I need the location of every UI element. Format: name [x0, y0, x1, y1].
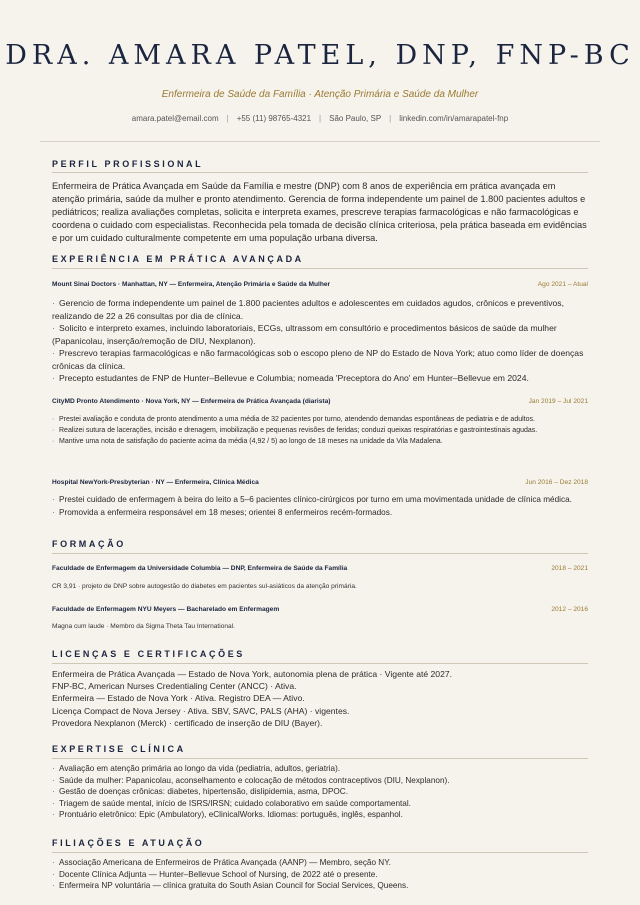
affiliations-list [52, 857, 588, 892]
list-item: · Prontuário eletrônico: Epic (Ambulatory), eClinicalWorks. Idiomas: português, inglês, espanhol. [52, 810, 403, 820]
section-divider [52, 268, 588, 269]
education-heading [52, 565, 588, 577]
section-title-education: FORMAÇÃO [52, 539, 126, 549]
job-bullets [52, 414, 588, 447]
section-divider [52, 553, 588, 554]
job-date: Ago 2021 – Atual [537, 281, 588, 288]
job-title: CityMD Pronto Atendimento · Nova York, NY — Enfermeira de Prática Avançada (diarista) [52, 398, 331, 405]
candidate-subtitle: Enfermeira de Saúde da Família · Atenção Primária e Saúde da Mulher [161, 89, 479, 100]
section-title-licenses: LICENÇAS E CERTIFICAÇÕES [52, 649, 245, 659]
list-item: · Avaliação em atenção primária ao longo da vida (pediatria, adultos, geriatria). [52, 764, 341, 773]
education-date: 2018 – 2021 [551, 565, 588, 572]
list-item: · Enfermeira NP voluntária — clínica gratuita do South Asian Council for Social Services, Queens. [52, 881, 409, 891]
list-item: · Realizei sutura de lacerações, incisão e drenagem, imobilização e pequenas revisões de feridas; conduzi queixas respiratórias e gastrointestinais agudas. [52, 427, 538, 434]
list-item: · Precepto estudantes de FNP de Hunter–Bellevue e Columbia; nomeada 'Preceptora do Ano' em Hunter–Bellevue em 2024. [52, 373, 529, 383]
section-title-affiliations: FILIAÇÕES E ATUAÇÃO [52, 838, 205, 848]
list-item: Enfermeira — Estado de Nova York · Ativa. Registro DEA — Ativo. [52, 693, 305, 704]
list-item: · Saúde da mulher: Papanicolau, aconselhamento e colocação de métodos contraceptivos (DIU, Nexplanon). [52, 775, 450, 785]
education-title: Faculdade de Enfermagem NYU Meyers — Bacharelado em Enfermagem [52, 606, 280, 613]
section-title-profile: PERFIL PROFISSIONAL [52, 159, 204, 169]
list-item: · Gerencio de forma independente um painel de 1.800 pacientes adultos e adolescentes em cuidados agudos, crônicos e preventivos, realizando de 22 a 26 consultas por dia de clínica. [52, 298, 564, 321]
section-divider [52, 172, 588, 173]
contact-line [0, 114, 640, 123]
profile-summary: Enfermeira de Prática Avançada em Saúde da Família e mestre (DNP) com 8 anos de experiência em prática avançada em atenção primária, saúde da mulher e pronto atendimento. Gerencia de forma independente um painel de 1.800 pacientes adultos e pediátricos; realiza avaliações completas, solicita e interpreta exames, prescreve terapias farmacológicas e não farmacológicas e coordena o cuidado com especialistas. Reconhecida pela tomada de decisão clínica criteriosa, pela prática baseada em evidências e por um cuidado culturalmente competente em uma população urbana diversa. [52, 181, 587, 243]
job-title: Hospital NewYork-Presbyterian · NY — Enfermeira, Clínica Médica [52, 479, 259, 486]
candidate-name: DRA. AMARA PATEL, DNP, FNP-BC [5, 40, 635, 71]
education-heading [52, 606, 588, 618]
contact-email[interactable]: amara.patel@email.com [131, 114, 219, 123]
list-item: FNP-BC, American Nurses Credentialing Center (ANCC) · Ativa. [52, 681, 297, 692]
contact-linkedin[interactable]: linkedin.com/in/amarapatel-fnp [399, 114, 509, 123]
list-item: Enfermeira de Prática Avançada — Estado de Nova York, autonomia plena de prática · Vigente até 2027. [52, 669, 453, 679]
section-title-experience: EXPERIÊNCIA EM PRÁTICA AVANÇADA [52, 254, 304, 264]
contact-separator: | [226, 114, 229, 123]
list-item: · Promovida a enfermeira responsável em 18 meses; orientei 8 enfermeiros recém-formados. [52, 507, 393, 517]
list-item: · Prestei avaliação e conduta de pronto atendimento a uma média de 32 pacientes por turno, atendendo demandas espontâneas de pediatria e de adultos. [52, 416, 535, 423]
job-heading [52, 479, 588, 491]
job-heading [52, 398, 588, 410]
list-item: Licença Compact de Nova Jersey · Ativa. SBV, SAVC, PALS (AHA) · vigentes. [52, 705, 350, 716]
section-divider [52, 852, 588, 853]
job-bullets [52, 494, 588, 519]
contact-phone: +55 (11) 98765-4321 [236, 114, 312, 123]
education-title: Faculdade de Enfermagem da Universidade Columbia — DNP, Enfermeira de Saúde da Família [52, 565, 348, 572]
list-item: Provedora Nexplanon (Merck) · certificado de inserção de DIU (Bayer). [52, 717, 323, 728]
job-date: Jan 2019 – Jul 2021 [528, 398, 588, 405]
section-divider [52, 758, 588, 759]
education-date: 2012 – 2016 [551, 606, 588, 613]
expertise-list [52, 763, 588, 821]
list-item: · Solicito e interpreto exames, incluindo laboratoriais, ECGs, ultrassom em consultório e procedimentos básicos de saúde da mulher (Papanicolau, inserção/remoção de DIU, Nexplanon). [52, 323, 557, 346]
job-title: Mount Sinai Doctors · Manhattan, NY — Enfermeira, Atenção Primária e Saúde da Mulher [52, 281, 331, 288]
list-item: · Prestei cuidado de enfermagem à beira do leito a 5–6 pacientes clínico-cirúrgicos por turno em uma movimentada unidade de clínica médica. [52, 495, 572, 504]
header-divider [40, 141, 600, 142]
section-divider [52, 663, 588, 664]
list-item: · Triagem de saúde mental, início de ISRS/IRSN; cuidado colaborativo em saúde comportamental. [52, 798, 411, 808]
list-item: · Docente Clínica Adjunta — Hunter–Bellevue School of Nursing, de 2022 até o presente. [52, 869, 378, 879]
contact-location: São Paulo, SP [329, 114, 382, 123]
list-item: · Associação Americana de Enfermeiros de Prática Avançada (AANP) — Membro, seção NY. [52, 858, 391, 867]
list-item: · Mantive uma nota de satisfação do paciente acima da média (4,92 / 5) ao longo de 18 meses na unidade da Vila Madalena. [52, 438, 443, 445]
job-heading [52, 281, 588, 293]
education-note: CR 3,91 · projeto de DNP sobre autogestão do diabetes em pacientes sul-asiáticos da atenção primária. [52, 583, 357, 590]
contact-separator: | [389, 114, 392, 123]
section-title-expertise: EXPERTISE CLÍNICA [52, 744, 186, 754]
list-item: · Prescrevo terapias farmacológicas e não farmacológicas sob o escopo pleno de NP do Estado de Nova York; atuo como líder de doenças crônicas da clínica. [52, 348, 584, 371]
licenses-list [52, 668, 588, 729]
job-date: Jun 2016 – Dez 2018 [525, 479, 588, 486]
contact-separator: | [319, 114, 322, 123]
education-note: Magna cum laude · Membro da Sigma Theta Tau International. [52, 623, 236, 630]
job-bullets [52, 297, 588, 385]
list-item: · Gestão de doenças crônicas: diabetes, hipertensão, dislipidemia, asma, DPOC. [52, 787, 348, 797]
